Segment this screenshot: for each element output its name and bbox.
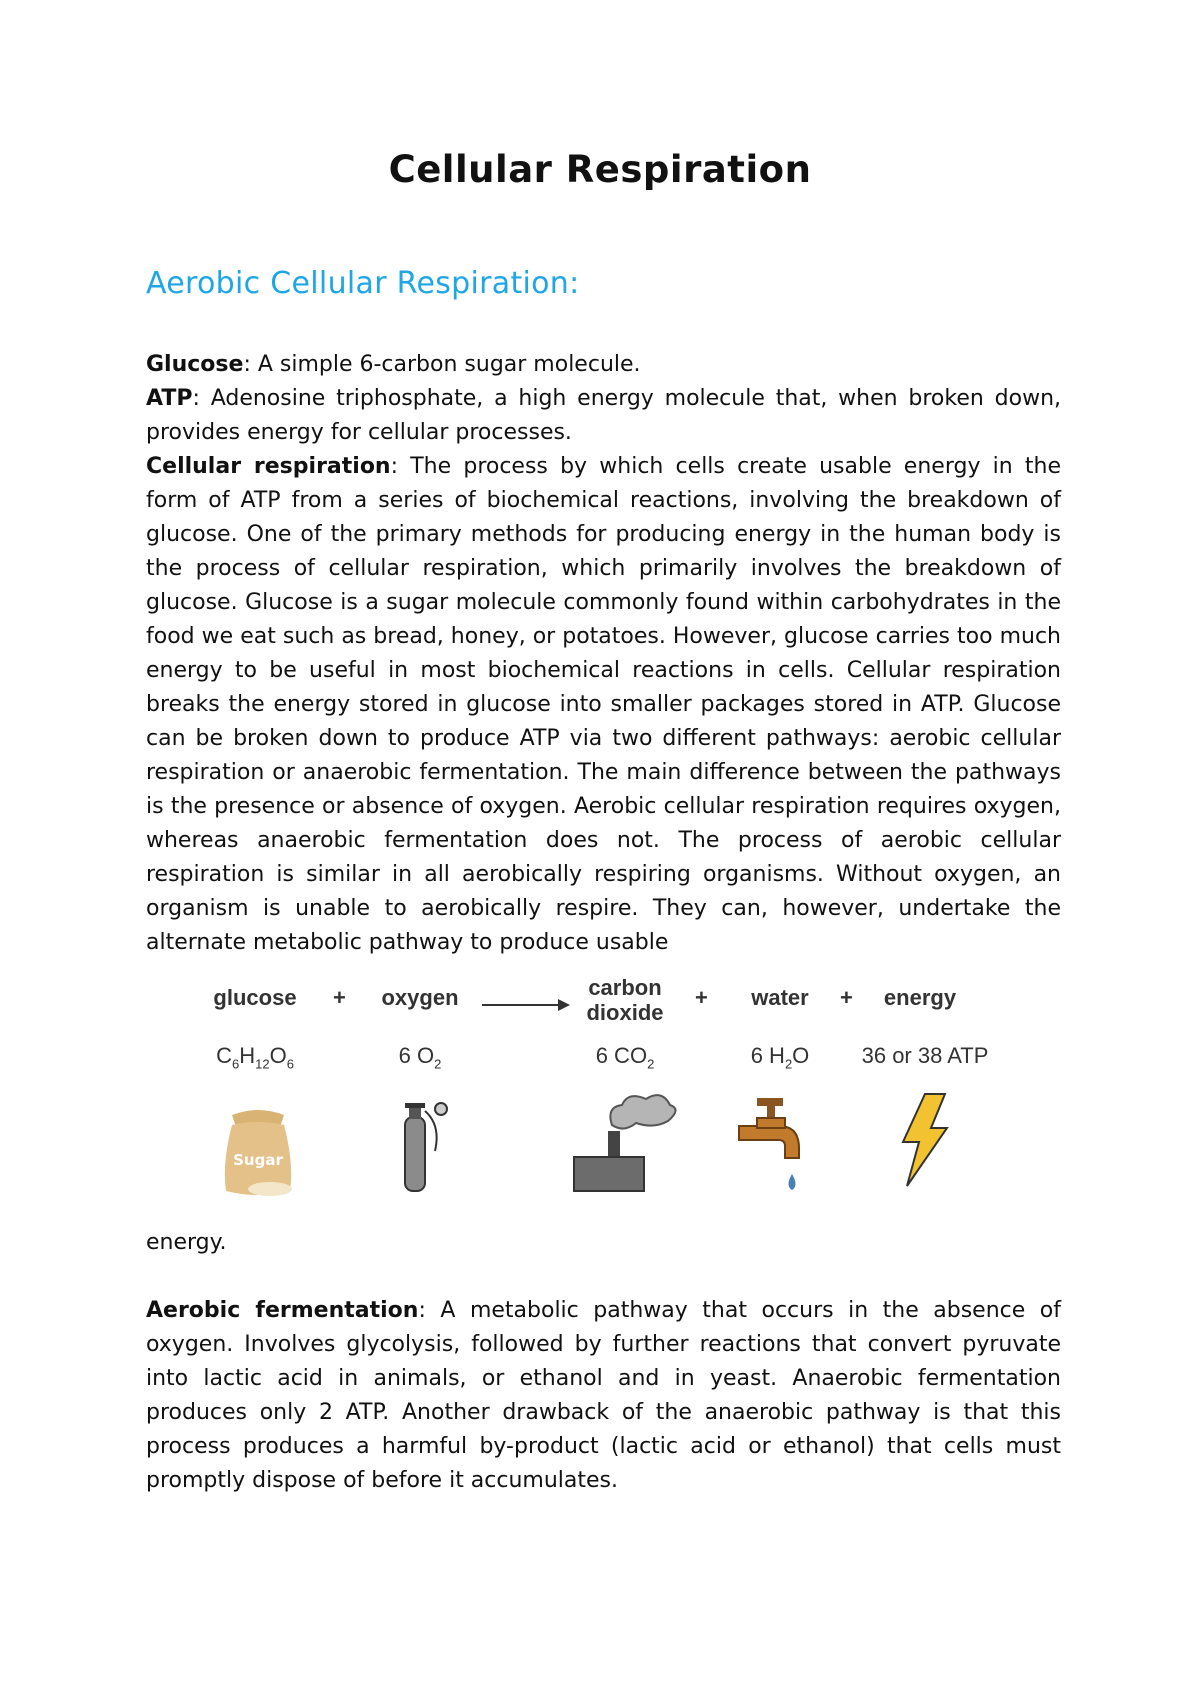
definition-glucose-text: A simple 6-carbon sugar molecule. — [257, 352, 641, 377]
section-heading: Aerobic Cellular Respiration: — [146, 266, 580, 301]
eq-word-oxygen: oxygen — [381, 985, 459, 1010]
definitions-bottom — [146, 1226, 1061, 1532]
formula-water: 6 $H_2O$ — [750, 1043, 810, 1072]
sugar-bag-icon — [218, 1103, 298, 1198]
eq-plus-1: + — [333, 985, 346, 1010]
definition-atp-text: Adenosine triphosphate, a high energy molecule that, when broken down, provides energy for cellular processes. — [146, 386, 1061, 445]
respiration-equation-figure — [200, 975, 1030, 1220]
eq-word-energy: energy — [883, 985, 957, 1010]
definition-cellular-respiration-text: The process by which cells create usable energy in the form of ATP from a series of biochemical reactions, involving the breakdown of glucose. One of the primary methods for producing energy in the human body is the process of cellular respiration, which primarily involves the breakdown of glucose. Glucose is a sugar molecule commonly found within carbohydrates in the food we eat such as bread, honey, or potatoes. However, glucose carries too much energy to be useful in most biochemical reactions in cells. Cellular respiration breaks the energy stored in glucose into smaller packages stored in ATP. Glucose can be broken down to produce ATP via two different pathways: aerobic cellular respiration or anaerobic fermentation. The main difference between the pathways is the presence or absence of oxygen. Aerobic cellular respiration requires oxygen, whereas anaerobic fermentation does not. The process of aerobic cellular respiration is similar in all aerobically respiring organisms. Without oxygen, an organism is unable to aerobically respire. They can, however, undertake the alternate metabolic pathway to produce usable — [146, 454, 1062, 955]
definition-glucose: Glucose: A simple 6-carbon sugar molecule. — [146, 352, 641, 377]
formula-oxygen: 6 $O_2$ — [398, 1043, 442, 1072]
lightning-bolt-icon — [895, 1090, 955, 1190]
factory-smoke-icon — [570, 1087, 690, 1197]
term-glucose: Glucose — [146, 352, 244, 377]
definitions-top — [146, 348, 1061, 960]
formula-carbon-dioxide: 6 $CO_2$ — [595, 1043, 655, 1072]
term-aerobic-fermentation: Aerobic fermentation — [146, 1298, 419, 1323]
formula-glucose: $C_6H_{12}O_6$ — [216, 1043, 294, 1072]
term-atp: ATP — [146, 386, 193, 411]
water-tap-icon — [735, 1090, 815, 1200]
eq-plus-2: + — [695, 985, 708, 1010]
page-title: Cellular Respiration — [388, 148, 812, 191]
eq-word-glucose: glucose — [213, 985, 297, 1010]
continuation-text: energy. — [146, 1230, 227, 1255]
svg-text:Sugar: Sugar — [233, 1151, 283, 1169]
definition-atp: ATP: Adenosine triphosphate, a high energy molecule that, when broken down, provides energy for cellular processes. — [146, 386, 1061, 445]
definition-cellular-respiration: Cellular respiration: The process by which cells create usable energy in the form of ATP from a series of biochemical reactions, involving the breakdown of glucose. One of the primary methods for producing energy in the human body is the process of cellular respiration, which primarily involves the breakdown of glucose. Glucose is a sugar molecule commonly found within carbohydrates in the food we eat such as bread, honey, or potatoes. However, glucose carries too much energy to be useful in most biochemical reactions in cells. Cellular respiration breaks the energy stored in glucose into smaller packages stored in ATP. Glucose can be broken down to produce ATP via two different pathways: aerobic cellular respiration or anaerobic fermentation. The main difference between the pathways is the presence or absence of oxygen. Aerobic cellular respiration requires oxygen, whereas anaerobic fermentation does not. The process of aerobic cellular respiration is similar in all aerobically respiring organisms. Without oxygen, an organism is unable to aerobically respire. They can, however, undertake the alternate metabolic pathway to produce usable — [146, 454, 1062, 955]
eq-word-carbon-dioxide: carbon dioxide — [586, 975, 664, 1025]
definition-aerobic-fermentation: Aerobic fermentation: A metabolic pathway that occurs in the absence of oxygen. Involves glycolysis, followed by further reactions that convert pyruvate into lactic acid in animals, or ethanol and in yeast. Anaerobic fermentation produces only 2 ATP. Another drawback of the anaerobic pathway is that this process produces a harmful by-product (lactic acid or ethanol) that cells must promptly dispose of before it accumulates. — [146, 1298, 1061, 1493]
eq-word-water: water — [751, 985, 809, 1010]
definition-aerobic-fermentation-text: A metabolic pathway that occurs in the absence of oxygen. Involves glycolysis, followed by further reactions that convert pyruvate into lactic acid in animals, or ethanol and in yeast. Anaerobic fermentation produces only 2 ATP. Another drawback of the anaerobic pathway is that this process produces a harmful by-product (lactic acid or ethanol) that cells must promptly dispose of before it accumulates. — [146, 1298, 1061, 1493]
reaction-arrow-icon — [482, 998, 570, 1012]
oxygen-tank-icon — [395, 1095, 455, 1195]
eq-plus-3: + — [840, 985, 853, 1010]
formula-energy: 36 or 38 ATP — [861, 1043, 989, 1068]
term-cellular-respiration: Cellular respiration — [146, 454, 391, 479]
